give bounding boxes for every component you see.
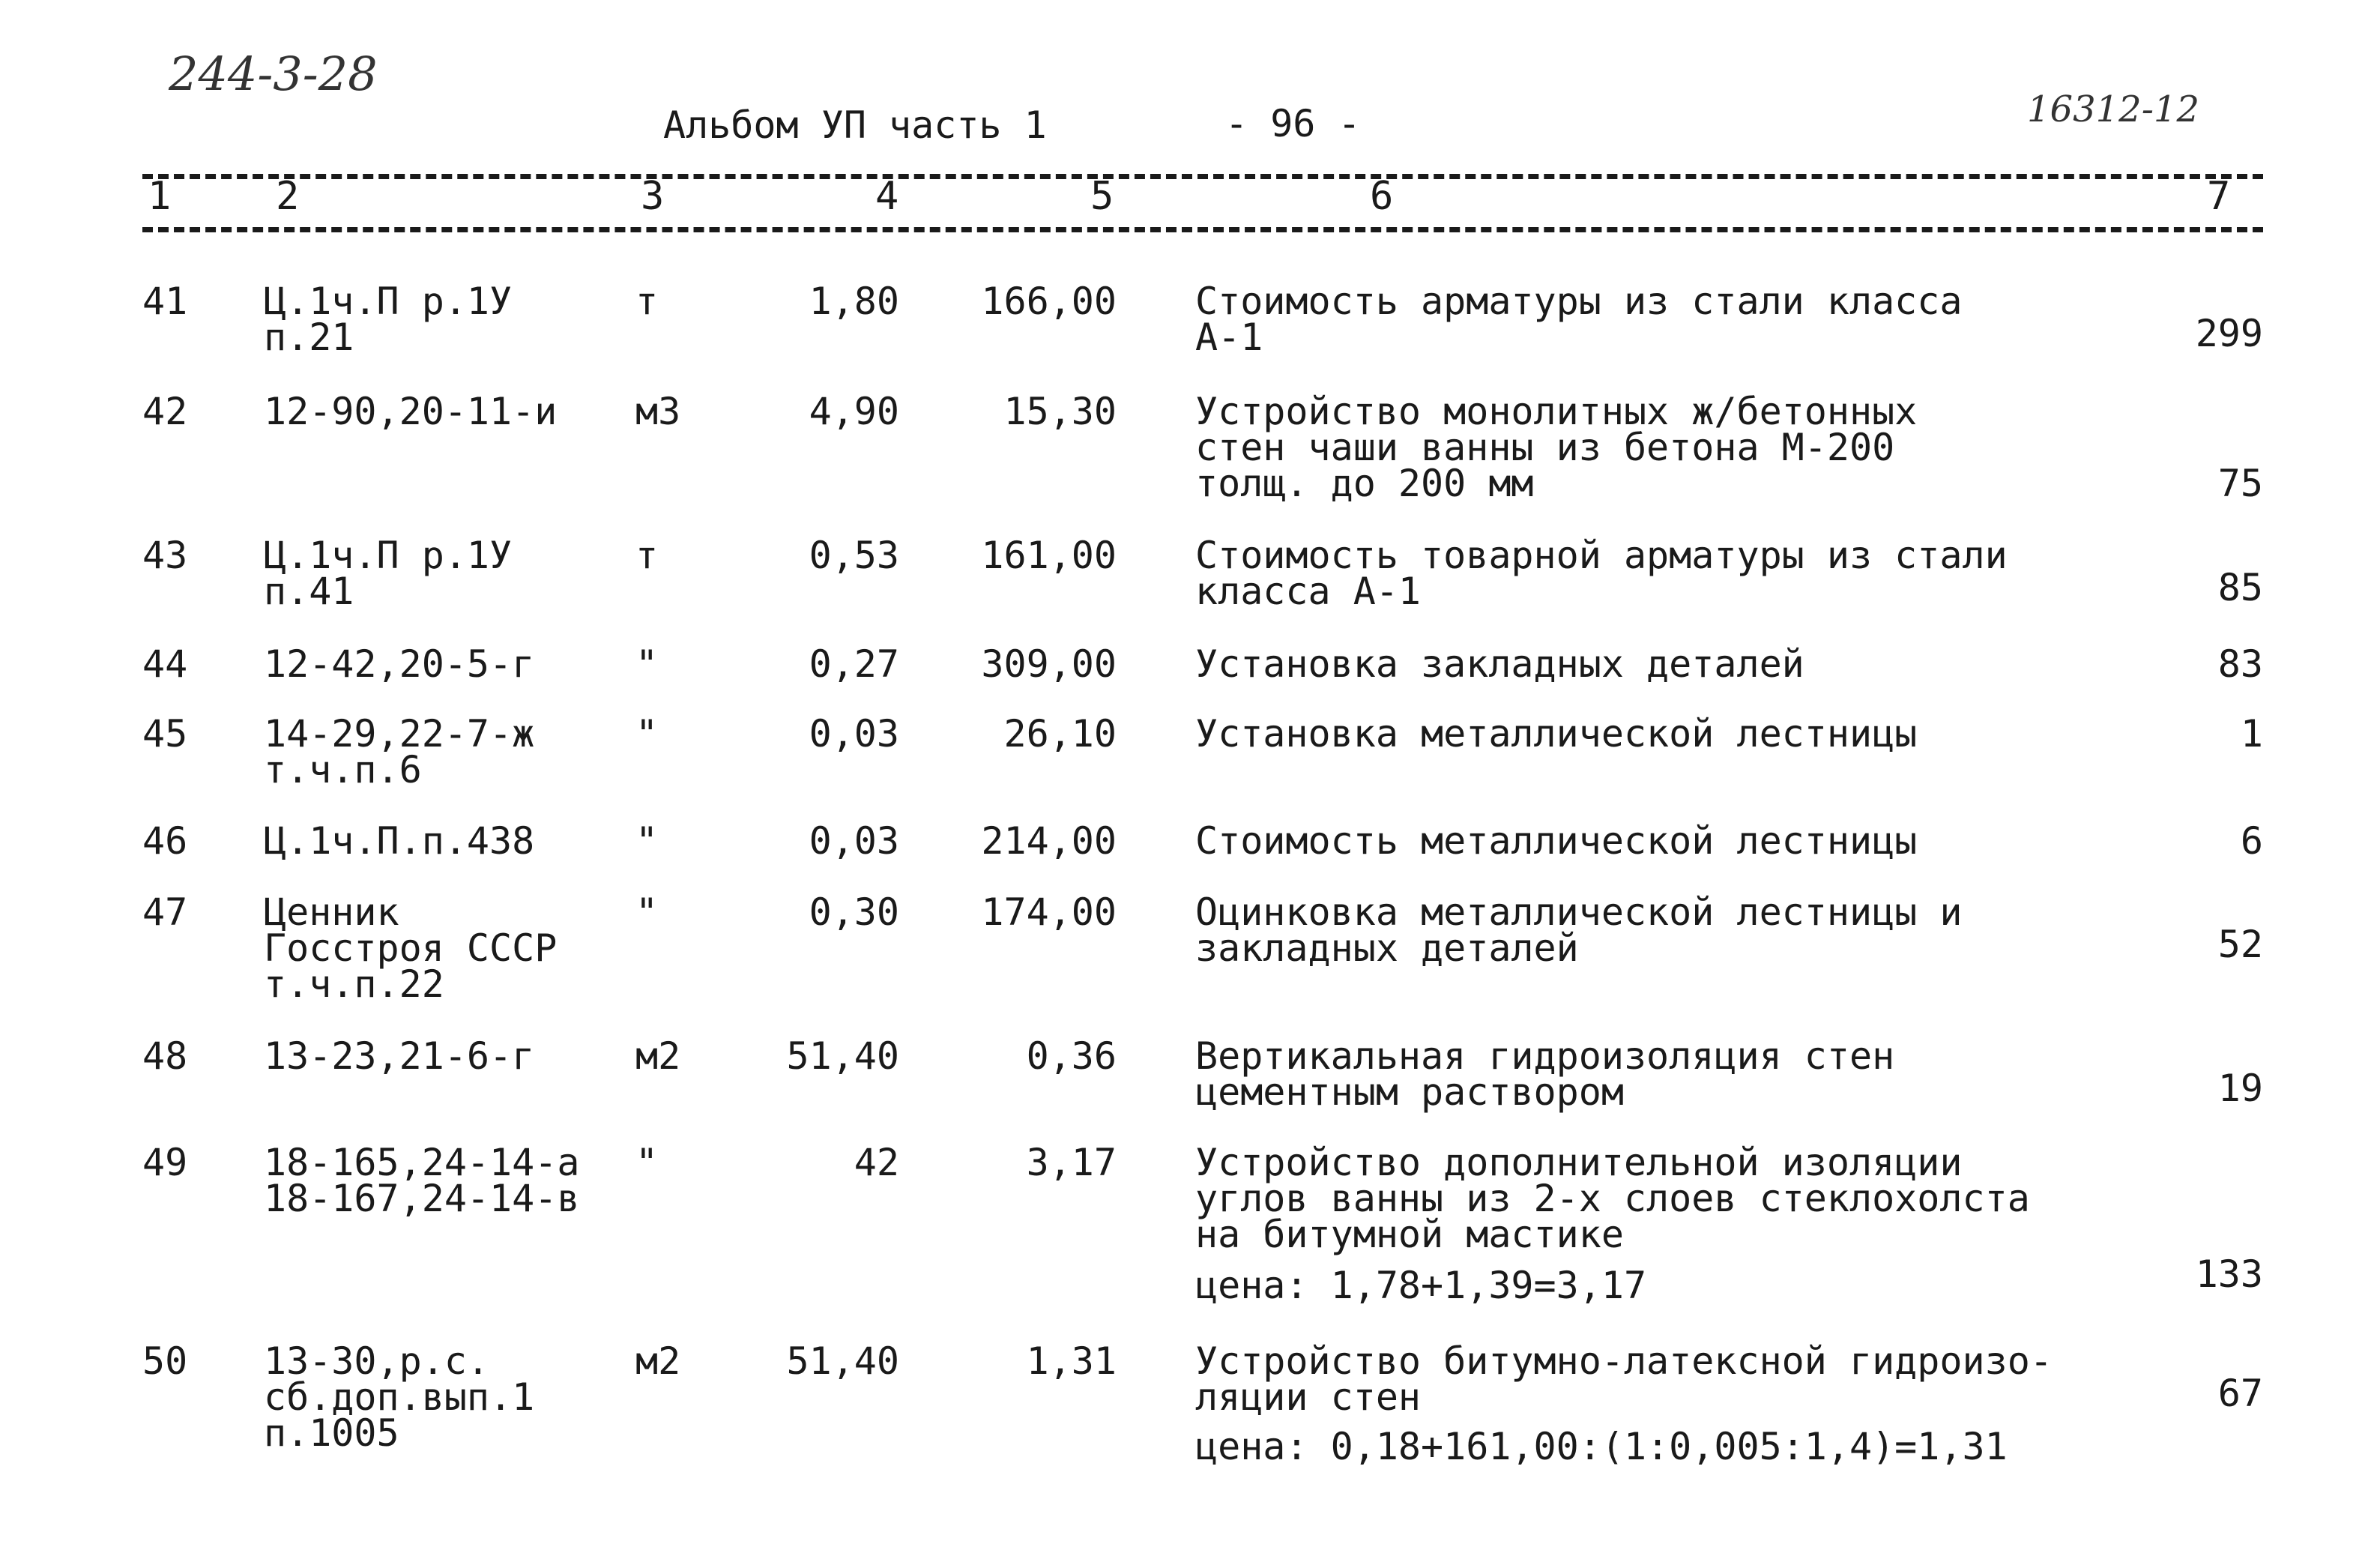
row-total: 19 (2217, 1067, 2263, 1111)
reference-code: 18-165,24-14-а 18-167,24-14-в (264, 1141, 580, 1220)
unit-price: 309,00 (981, 642, 1117, 686)
unit: т (635, 280, 659, 323)
unit-price: 161,00 (981, 534, 1117, 577)
unit-price: 26,10 (1003, 712, 1117, 756)
quantity: 1,80 (809, 280, 899, 323)
unit: " (635, 642, 659, 686)
quantity: 0,53 (809, 534, 899, 577)
row-total: 52 (2217, 923, 2263, 967)
column-number-6: 6 (1370, 174, 1394, 219)
work-description: Стоимость арматуры из стали класса А-1 (1195, 280, 1963, 359)
reference-code: Ценник Госстроя СССР т.ч.п.22 (264, 890, 558, 1006)
reference-code: Ц.1ч.П р.1У п.41 (264, 534, 513, 613)
column-number-3: 3 (641, 174, 665, 219)
row-total: 299 (2195, 312, 2263, 356)
work-description: Стоимость товарной арматуры из стали класса А-1 (1195, 534, 2008, 613)
unit: м2 (635, 1034, 681, 1078)
work-description: Установка закладных деталей (1195, 642, 1804, 686)
row-number: 43 (142, 534, 188, 577)
unit: " (635, 712, 659, 756)
reference-code: 13-23,21-6-г (264, 1034, 535, 1078)
column-number-4: 4 (875, 174, 899, 219)
row-number: 45 (142, 712, 188, 756)
work-description: Устройство монолитных ж/бетонных стен чаши ванны из бетона М-200 толщ. до 200 мм (1195, 390, 1918, 505)
row-number: 47 (142, 890, 188, 934)
work-description: Оцинковка металлической лестницы и закладных деталей (1195, 890, 1963, 970)
row-total: 67 (2217, 1372, 2263, 1416)
price-calculation-note: цена: 0,18+161,00:(1:0,005:1,4)=1,31 (1195, 1425, 2008, 1468)
row-total: 75 (2217, 462, 2263, 505)
work-description: Установка металлической лестницы (1195, 712, 1918, 756)
reference-code: 12-42,20-5-г (264, 642, 535, 686)
unit-price: 0,36 (1026, 1034, 1117, 1078)
column-number-7: 7 (2207, 174, 2231, 219)
handwritten-code-right: 16312-12 (2027, 88, 2199, 130)
row-number: 50 (142, 1339, 188, 1383)
row-number: 48 (142, 1034, 188, 1078)
unit-price: 1,31 (1026, 1339, 1117, 1383)
quantity: 0,30 (809, 890, 899, 934)
unit-price: 3,17 (1026, 1141, 1117, 1184)
quantity: 0,27 (809, 642, 899, 686)
quantity: 0,03 (809, 712, 899, 756)
column-number-2: 2 (276, 174, 300, 219)
reference-code: Ц.1ч.П р.1У п.21 (264, 280, 513, 359)
reference-code: Ц.1ч.П.п.438 (264, 819, 535, 863)
unit: " (635, 890, 659, 934)
row-total: 6 (2240, 819, 2263, 863)
row-total: 83 (2217, 642, 2263, 686)
unit: т (635, 534, 659, 577)
page-number: - 96 - (1225, 102, 1361, 145)
quantity: 42 (854, 1141, 899, 1184)
quantity: 4,90 (809, 390, 899, 433)
quantity: 51,40 (786, 1339, 899, 1383)
unit-price: 214,00 (981, 819, 1117, 863)
row-total: 1 (2240, 712, 2263, 756)
column-number-5: 5 (1090, 174, 1114, 219)
row-number: 49 (142, 1141, 188, 1184)
quantity: 51,40 (786, 1034, 899, 1078)
column-number-1: 1 (148, 174, 172, 219)
reference-code: 12-90,20-11-и (264, 390, 558, 433)
row-total: 85 (2217, 566, 2263, 610)
work-description: Устройство дополнительной изоляции углов ванны из 2-х слоев стеклохолста на битумной мастике (1195, 1141, 2030, 1256)
unit: " (635, 1141, 659, 1184)
unit-price: 166,00 (981, 280, 1117, 323)
price-calculation-note: цена: 1,78+1,39=3,17 (1195, 1264, 1647, 1307)
work-description: Устройство битумно-латексной гидроизо- ляции стен (1195, 1339, 2053, 1419)
row-number: 46 (142, 819, 188, 863)
quantity: 0,03 (809, 819, 899, 863)
unit-price: 15,30 (1003, 390, 1117, 433)
row-number: 44 (142, 642, 188, 686)
row-number: 42 (142, 390, 188, 433)
handwritten-code-left: 244-3-28 (169, 46, 378, 101)
unit: м2 (635, 1339, 681, 1383)
unit: м3 (635, 390, 681, 433)
work-description: Стоимость металлической лестницы (1195, 819, 1918, 863)
row-total: 133 (2195, 1252, 2263, 1296)
reference-code: 14-29,22-7-ж т.ч.п.6 (264, 712, 535, 791)
header-rule-bottom (142, 227, 2263, 232)
work-description: Вертикальная гидроизоляция стен цементным раствором (1195, 1034, 1895, 1114)
row-number: 41 (142, 280, 188, 323)
header-rule-top (142, 174, 2263, 179)
album-title: Альбом УП часть 1 (663, 103, 1047, 147)
unit: " (635, 819, 659, 863)
reference-code: 13-30,р.с. сб.доп.вып.1 п.1005 (264, 1339, 535, 1455)
unit-price: 174,00 (981, 890, 1117, 934)
